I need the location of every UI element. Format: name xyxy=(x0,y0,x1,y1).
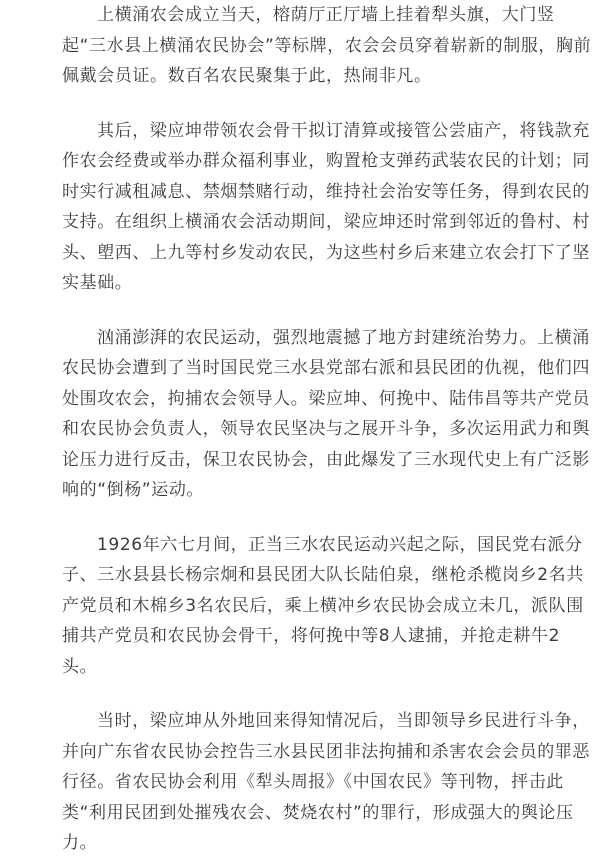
paragraph-1: 上横涌农会成立当天，榕荫厅正厅墙上挂着犁头旗，大门竖起“三水县上横涌农民协会”等标牌，农会会员穿着崭新的制服，胸前佩戴会员证。数百名农民聚集于此，热闹非凡。 xyxy=(62,5,592,86)
paragraph-gap xyxy=(62,92,592,116)
paragraph-gap xyxy=(62,682,592,706)
paragraph-3: 汹涌澎湃的农民运动，强烈地震撼了地方封建统治势力。上横涌农民协会遭到了当时国民党三水县党部右派和县民团的仇视，他们四处围攻农会，拘捕农会领导人。梁应坤、何挽中、陆伟昌等共产党员和农民协会负责人，领导农民坚决与之展开斗争，多次运用武力和舆论压力进行反击，保卫农民协会，由此爆发了三水现代史上有广泛影响的“倒杨”运动。 xyxy=(62,327,590,500)
article-body xyxy=(62,0,592,859)
paragraph-4: 1926年六七月间，正当三水农民运动兴起之际，国民党右派分子、三水县县长杨宗炯和县民团大队长陆伯泉，继枪杀榄岗乡2名共产党员和木棉乡3名农民后，乘上横冲乡农民协会成立未几，派队围捕共产党员和农民协会骨干，将何挽中等8人逮捕，并抢走耕牛2头。 xyxy=(62,534,584,677)
paragraph-2: 其后，梁应坤带领农会骨干拟订清算或接管公尝庙产，将钱款充作农会经费或举办群众福利事业，购置枪支弹药武装农民的计划；同时实行减租减息、禁烟禁赌行动，维持社会治安等任务，得到农民的支持。在组织上横涌农会活动期间，梁应坤还时常到邻近的鲁村、村头、塱西、上九等村乡发动农民，为这些村乡后来建立农会打下了坚实基础。 xyxy=(62,120,590,293)
paragraph-5: 当时，梁应坤从外地回来得知情况后，当即领导乡民进行斗争，并向广东省农民协会控告三水县民团非法拘捕和杀害农会会员的罪恶行径。省农民协会利用《犁头周报》《中国农民》等刊物，抨击此类“利用民团到处摧残农会、焚烧农村”的罪行，形成强大的舆论压力。 xyxy=(62,711,590,853)
paragraph-gap xyxy=(62,506,592,530)
paragraph-gap xyxy=(62,299,592,323)
